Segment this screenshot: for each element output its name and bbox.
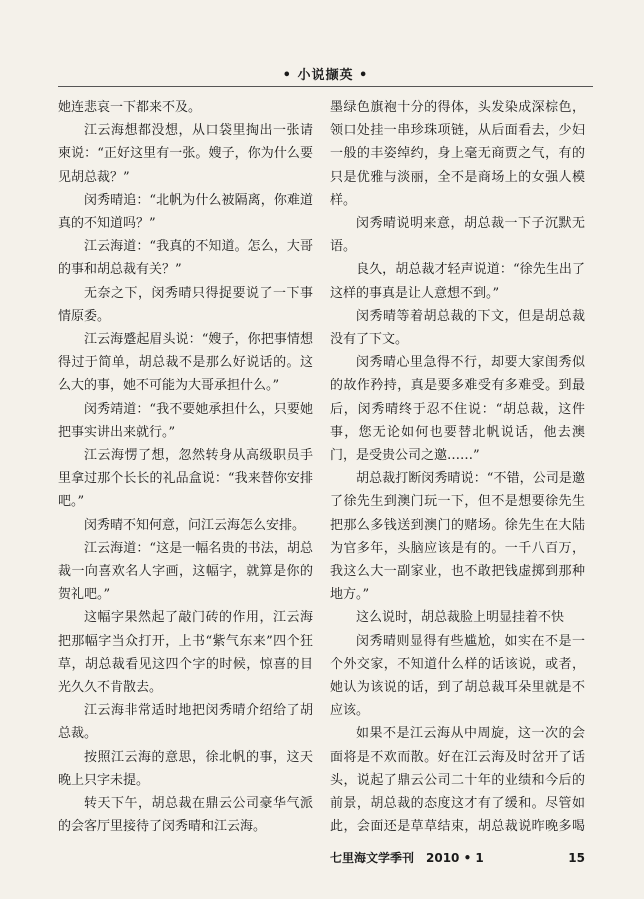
section-header <box>58 64 593 87</box>
paragraph: 转天下午，胡总裁在鼎云公司豪华气派的会客厅里接待了闵秀晴和江云海。 <box>58 796 313 835</box>
page-footer <box>330 848 585 868</box>
paragraph: 江云海愣了想，忽然转身从高级职员手里拿过那个长长的礼品盒说：“我来替你安排吧。” <box>58 448 313 510</box>
paragraph: 这么说时，胡总裁脸上明显挂着不快 <box>356 610 565 626</box>
paragraph: 按照江云海的意思，徐北帆的事，这天晚上只字未提。 <box>58 749 313 788</box>
paragraph: 墨绿色旗袍十分的得体，头发染成深棕色，领口处挂一串珍珠项链，从后面看去，少妇一般的丰姿绰约，身上毫无商贾之气，有的只是优雅与淡丽，全不是商场上的女强人模样。 <box>330 100 585 208</box>
left-column <box>58 96 313 836</box>
paragraph: 江云海非常适时地把闵秀晴介绍给了胡总裁。 <box>58 703 313 742</box>
paragraph: 江云海蹙起眉头说：“嫂子，你把事情想得过于简单，胡总裁不是那么好说话的。这么大的事，她不可能为大哥承担什么。” <box>58 332 313 394</box>
paragraph: 江云海道：“我真的不知道。怎么，大哥的事和胡总裁有关？” <box>58 239 313 278</box>
paragraph: 这幅字果然起了敲门砖的作用，江云海把那幅字当众打开，上书“紫气东来”四个狂草，胡总裁看见这四个字的时候，惊喜的目光久久不肯散去。 <box>58 610 313 696</box>
paragraph: 闵秀晴说明来意，胡总裁一下子沉默无语。 <box>330 216 585 255</box>
paragraph: 她连悲哀一下都来不及。 <box>58 100 202 115</box>
paragraph: 如果不是江云海从中周旋，这一次的会面将是不欢而散。好在江云海及时岔开了话头，说起了鼎云公司二十年的业绩和今后的前景，胡总裁的态度这才有了缓和。尽管如此，会面还是草草结束，胡总裁说昨晚多喝 <box>330 726 585 835</box>
paragraph: 闵秀晴不知何意，问江云海怎么安排。 <box>84 517 306 533</box>
paragraph: 闵秀晴心里急得不行，却要大家闺秀似的故作矜持，真是要多难受有多难受。到最后，闵秀晴终于忍不住说：“胡总裁，这件事，您无论如何也要替北帆说话，他去澳门，是受贵公司之邀……” <box>330 355 585 464</box>
paragraph: 良久，胡总裁才轻声说道：“徐先生出了这样的事真是让人意想不到。” <box>330 262 585 301</box>
paragraph: 胡总裁打断闵秀晴说：“不错，公司是邀了徐先生到澳门玩一下，但不是想要徐先生把那么多钱送到澳门的赌场。徐先生在大陆为官多年，头脑应该是有的。一千八百万，我这么大一副家业，也不敢把钱虚掷到那种地方。” <box>330 471 585 603</box>
journal-issue: 七里海文学季刊 2010 • 1 <box>330 851 484 865</box>
paragraph: 闵秀靖道：“我不要她承担什么，只要她把事实讲出来就行。” <box>58 401 313 440</box>
paragraph: 闵秀晴则显得有些尴尬，如实在不是一个外交家，不知道什么样的话该说，或者，她认为该说的话，到了胡总裁耳朵里就是不应该。 <box>330 633 585 719</box>
paragraph: 闵秀晴等着胡总裁的下文，但是胡总裁没有了下文。 <box>330 308 585 348</box>
paragraph: 闵秀晴追：“北帆为什么被隔离，你难道真的不知道吗？” <box>58 192 313 232</box>
paragraph: 江云海道：“这是一幅名贵的书法，胡总裁一向喜欢名人字画，这幅字，就算是你的贺礼吧。” <box>58 540 313 603</box>
paragraph: 江云海想都没想，从口袋里掏出一张请柬说：“正好这里有一张。嫂子，你为什么要见胡总裁？” <box>58 123 313 185</box>
right-column <box>330 96 585 836</box>
paragraph: 无奈之下，闵秀晴只得捉要说了一下事情原委。 <box>58 285 313 324</box>
page-number: 15 <box>568 851 585 865</box>
section-title: • 小说撷英 • <box>282 68 369 83</box>
